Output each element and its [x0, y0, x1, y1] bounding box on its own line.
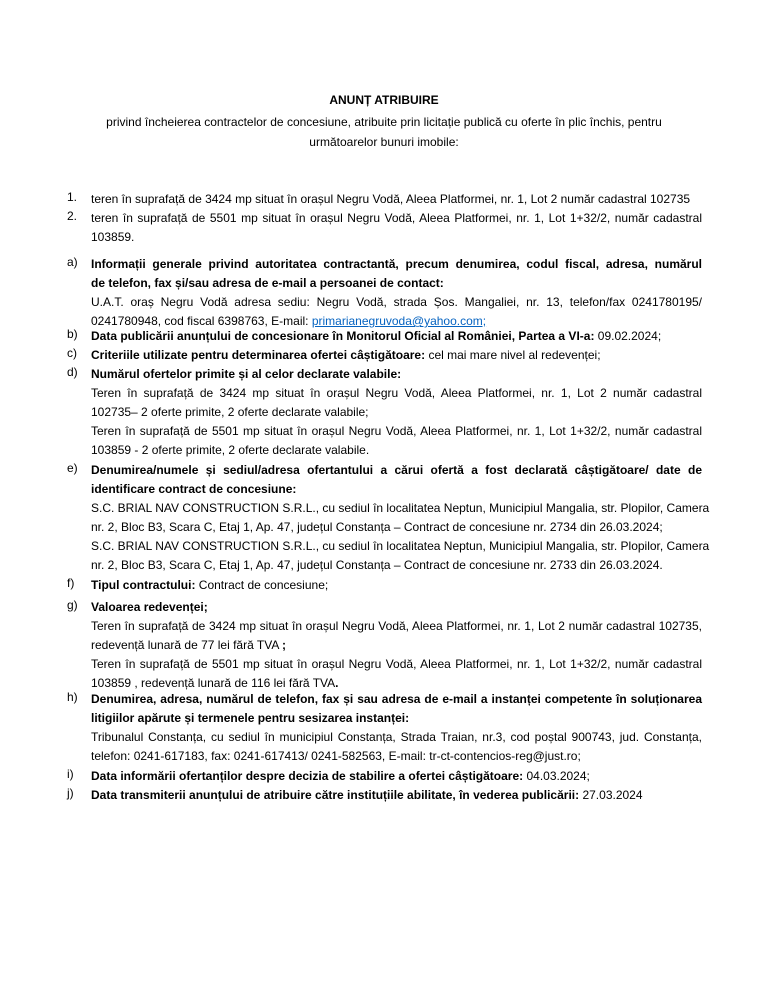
section-text: nr. 2, Bloc B3, Scara C, Etaj 1, Ap. 47, județul Constanța – Contract de concesiune nr. 2734 din 26.03.2024;: [91, 520, 663, 534]
section-text: 103859 - 2 oferte primite, 2 oferte declarate valabile.: [91, 443, 370, 457]
section-heading: Numărul ofertelor primite și al celor declarate valabile:: [91, 367, 402, 381]
section-heading: Denumirea/numele și sediul/adresa ofertantului a cărui ofertă a fost declarată câștigătoare/ date de: [91, 463, 702, 477]
section-marker: e): [67, 461, 78, 475]
section-text: U.A.T. oraș Negru Vodă adresa sediu: Negru Vodă, strada Șos. Mangaliei, nr. 13, telefon/fax 0241780195/: [91, 295, 702, 309]
section-line: [91, 576, 702, 595]
section-text: Teren în suprafață de 3424 mp situat în orașul Negru Vodă, Aleea Platformei, nr. 1, Lot 2 număr cadastral: [91, 386, 702, 400]
section-marker: g): [67, 598, 78, 612]
section-marker: b): [67, 327, 78, 341]
property-text: teren în suprafață de 3424 mp situat în orașul Negru Vodă, Aleea Platformei, nr. 1, Lot 2 număr cadastral 102735: [91, 192, 691, 206]
section-text-line: [91, 636, 702, 655]
section-text: telefon: 0241-617183, fax: 0241-617413/ 0241-582563, E-mail: tr-ct-contencios-reg@just.ro;: [91, 749, 581, 763]
section-text: 103859 , redevență lunară de 116 lei fără TVA: [91, 676, 336, 690]
section-marker: d): [67, 365, 78, 379]
section-line: [91, 786, 702, 805]
section-heading: Valoarea redevenței;: [91, 600, 208, 614]
subtitle-line-1: privind încheierea contractelor de concesiune, atribuite prin licitație publică cu oferte în plic închis, pentru: [106, 115, 662, 129]
section-heading: Data informării ofertanților despre decizia de stabilire a ofertei câștigătoare:: [91, 769, 524, 783]
section-line: [91, 327, 702, 346]
section-punct: ;: [282, 638, 287, 652]
list-marker: 1.: [67, 190, 78, 204]
section-value: 27.03.2024: [579, 788, 643, 802]
section-line: [91, 767, 702, 786]
section-text: S.C. BRIAL NAV CONSTRUCTION S.R.L., cu sediul în localitatea Neptun, Municipiul Mangalia, str. Plopilor, Camera: [91, 539, 710, 553]
section-value: 04.03.2024;: [523, 769, 590, 783]
property-text: teren în suprafață de 5501 mp situat în orașul Negru Vodă, Aleea Platformei, nr. 1, Lot 1+32/2, număr cadastral: [91, 211, 702, 225]
section-value: cel mai mare nivel al redevenței;: [425, 348, 601, 362]
section-heading: Tipul contractului:: [91, 578, 196, 592]
section-punct: .: [335, 676, 339, 690]
section-heading: Criteriile utilizate pentru determinarea ofertei câștigătoare:: [91, 348, 426, 362]
section-text: nr. 2, Bloc B3, Scara C, Etaj 1, Ap. 47, județul Constanța – Contract de concesiune nr. 2733 din 26.03.2024.: [91, 558, 663, 572]
section-text: Teren în suprafață de 5501 mp situat în orașul Negru Vodă, Aleea Platformei, nr. 1, Lot 1+32/2, număr cadastral: [91, 657, 702, 671]
document-subtitle: [100, 112, 668, 152]
subtitle-line-2: următoarelor bunuri imobile:: [309, 135, 459, 149]
section-heading: Data transmiterii anunțului de atribuire către instituțiile abilitate, în vederea publicării:: [91, 788, 580, 802]
document-title: ANUNȚ ATRIBUIRE: [329, 93, 439, 107]
section-heading: de telefon, fax și/sau adresa de e-mail a persoanei de contact:: [91, 276, 444, 290]
section-marker: a): [67, 255, 78, 269]
section-marker: h): [67, 690, 78, 704]
section-heading: litigiilor apărute și termenele pentru sesizarea instanței:: [91, 711, 410, 725]
section-marker: j): [67, 786, 74, 800]
section-heading: identificare contract de concesiune:: [91, 482, 297, 496]
section-text: redevență lunară de 77 lei fără TVA: [91, 638, 283, 652]
section-text: Teren în suprafață de 5501 mp situat în orașul Negru Vodă, Aleea Platformei, nr. 1, Lot 1+32/2, număr cadastral: [91, 424, 702, 438]
section-marker: f): [67, 576, 75, 590]
property-text: 103859.: [91, 230, 135, 244]
section-text: S.C. BRIAL NAV CONSTRUCTION S.R.L., cu sediul în localitatea Neptun, Municipiul Mangalia, str. Plopilor, Camera: [91, 501, 710, 515]
section-heading: Denumirea, adresa, numărul de telefon, fax și sau adresa de e-mail a instanței competente în soluționarea: [91, 692, 702, 706]
section-marker: i): [67, 767, 74, 781]
list-marker: 2.: [67, 209, 78, 223]
section-text: 0241780948, cod fiscal 6398763, E-mail:: [91, 314, 312, 328]
section-value: Contract de concesiune;: [195, 578, 329, 592]
section-value: 09.02.2024;: [594, 329, 662, 343]
section-text: 102735– 2 oferte primite, 2 oferte declarate valabile;: [91, 405, 369, 419]
section-heading: Informații generale privind autoritatea contractantă, precum denumirea, codul fiscal, adresa, numărul: [91, 257, 702, 271]
section-text: Tribunalul Constanța, cu sediul în municipiul Constanța, Strada Traian, nr.3, cod poștal 900743, jud. Constanța,: [91, 730, 702, 744]
section-text: Teren în suprafață de 3424 mp situat în orașul Negru Vodă, Aleea Platformei, nr. 1, Lot 2 număr cadastral 102735,: [91, 619, 702, 633]
section-marker: c): [67, 346, 77, 360]
email-link[interactable]: primarianegruvoda@yahoo.com;: [311, 314, 487, 328]
section-line: [91, 346, 702, 365]
section-heading: Data publicării anunțului de concesionare în Monitorul Oficial al României, Partea a VI-a:: [91, 329, 595, 343]
